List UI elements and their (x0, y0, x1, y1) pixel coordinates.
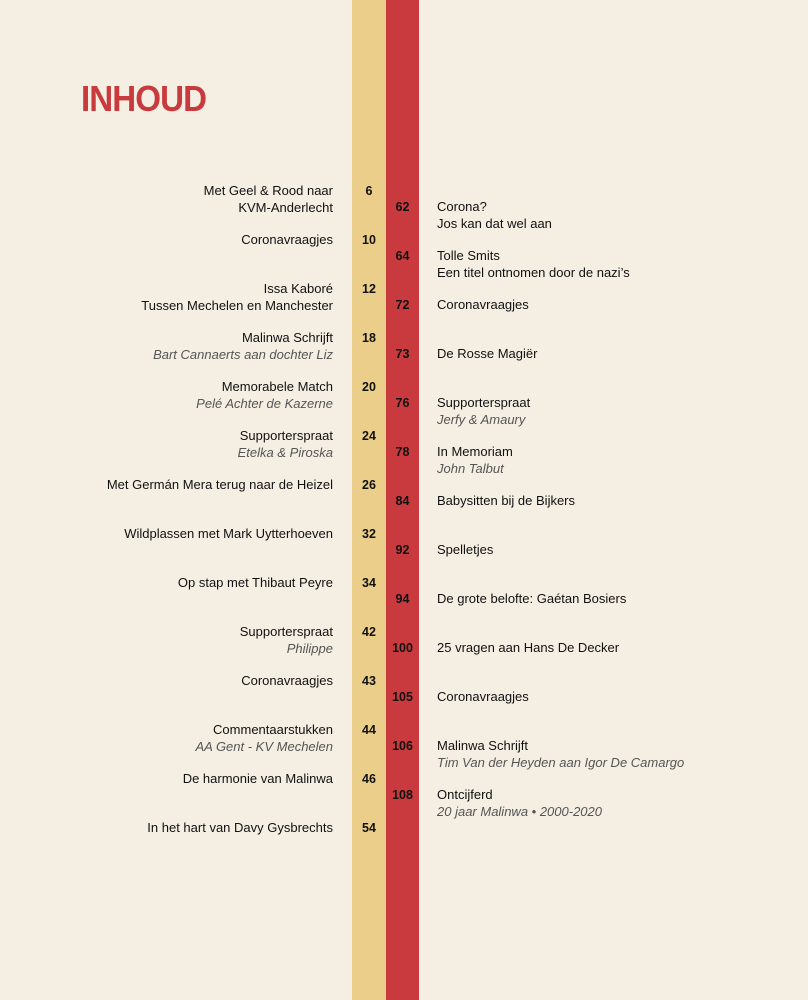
entry-title-line2: Een titel ontnomen door de nazi’s (437, 264, 630, 280)
page-number: 64 (395, 249, 410, 263)
toc-entry[interactable] (437, 444, 513, 477)
page-number: 46 (362, 772, 376, 786)
entry-title: Coronavraagjes (437, 689, 529, 704)
toc-entry[interactable] (238, 428, 333, 461)
entry-title: 25 vragen aan Hans De Decker (437, 640, 620, 655)
entry-title: Coronavraagjes (241, 673, 333, 688)
page-number: 106 (392, 739, 413, 753)
entry-title: Issa Kaboré (263, 281, 333, 296)
toc-entry[interactable] (196, 379, 333, 412)
page-number: 92 (395, 543, 410, 557)
entry-title: Coronavraagjes (241, 232, 333, 247)
entry-title: Commentaarstukken (213, 722, 333, 737)
toc-entry[interactable] (147, 820, 333, 837)
entry-subtitle: John Talbut (437, 460, 504, 476)
entry-title: Op stap met Thibaut Peyre (177, 575, 333, 590)
page-number: 62 (395, 200, 410, 214)
toc-entry[interactable] (195, 722, 333, 755)
entry-title: De grote belofte: Gaétan Bosiers (437, 591, 627, 606)
toc-entry[interactable] (437, 346, 537, 363)
entry-title: Supporterspraat (239, 624, 333, 639)
toc-entry[interactable] (437, 395, 530, 428)
page-number: 34 (362, 576, 376, 590)
toc-entry[interactable] (241, 673, 333, 690)
page-number: 100 (392, 641, 413, 655)
entry-subtitle: Etelka & Piroska (237, 444, 333, 460)
entry-title-line2: KVM-Anderlecht (238, 199, 333, 215)
page-number: 42 (362, 625, 376, 639)
page-number: 32 (362, 527, 376, 541)
entry-subtitle: Tim Van der Heyden aan Igor De Camargo (437, 754, 685, 770)
page-title: INHOUD (81, 78, 207, 119)
page-number: 24 (362, 429, 376, 443)
yellow-stripe (352, 0, 386, 1000)
toc-entry[interactable] (107, 477, 333, 494)
page-number: 108 (392, 788, 413, 802)
toc-entry[interactable] (437, 542, 493, 559)
toc-entry[interactable] (437, 689, 529, 706)
entry-title: Memorabele Match (221, 379, 333, 394)
entry-title: Met Geel & Rood naar (203, 183, 333, 198)
entry-title: Ontcijferd (437, 787, 493, 802)
entry-title: In het hart van Davy Gysbrechts (147, 820, 333, 835)
toc-entry[interactable] (178, 575, 333, 592)
page-number: 54 (362, 821, 376, 835)
entry-subtitle: Pelé Achter de Kazerne (196, 395, 333, 411)
toc-entry[interactable] (153, 330, 333, 363)
toc-entry[interactable] (437, 640, 619, 657)
toc-entry[interactable] (437, 248, 630, 281)
entry-subtitle: Jerfy & Amaury (437, 411, 526, 427)
entry-subtitle: Philippe (286, 640, 333, 656)
entry-title-line2: Jos kan dat wel aan (437, 215, 552, 231)
toc-entry[interactable] (437, 297, 529, 314)
page-number: 105 (392, 690, 413, 704)
entry-title: Tolle Smits (437, 248, 500, 263)
toc-entry[interactable] (241, 232, 333, 249)
entry-title: Babysitten bij de Bijkers (437, 493, 576, 508)
page-number: 44 (362, 723, 376, 737)
toc-entry[interactable] (183, 771, 333, 788)
entry-title: Met Germán Mera terug naar de Heizel (106, 477, 333, 492)
entry-title: Wildplassen met Mark Uytterhoeven (124, 526, 333, 541)
page-number: 78 (395, 445, 410, 459)
entry-title: Coronavraagjes (437, 297, 529, 312)
toc-entry[interactable] (437, 738, 684, 771)
toc-entry[interactable] (437, 493, 575, 510)
entry-title: Spelletjes (437, 542, 494, 557)
page-number: 72 (395, 298, 410, 312)
entry-subtitle: AA Gent - KV Mechelen (195, 738, 333, 754)
toc-entry[interactable] (124, 526, 333, 543)
page-number: 26 (362, 478, 376, 492)
page-number: 76 (395, 396, 410, 410)
page-number: 94 (395, 592, 410, 606)
page-number: 18 (362, 331, 376, 345)
entry-subtitle: Bart Cannaerts aan dochter Liz (153, 346, 333, 362)
page-number: 84 (395, 494, 410, 508)
entry-title: De Rosse Magiër (437, 346, 538, 361)
toc-entry[interactable] (240, 624, 333, 657)
entry-title: Corona? (437, 199, 487, 214)
page-number: 10 (362, 233, 376, 247)
entry-title: De harmonie van Malinwa (182, 771, 333, 786)
toc-entry[interactable] (437, 591, 626, 608)
toc-entry[interactable] (437, 199, 552, 232)
entry-title: Supporterspraat (239, 428, 333, 443)
toc-entry[interactable] (141, 281, 333, 314)
page-number: 20 (362, 380, 376, 394)
page-number: 6 (365, 184, 373, 198)
toc-entry[interactable] (204, 183, 333, 216)
entry-title: Supporterspraat (437, 395, 531, 410)
entry-title: Malinwa Schrijft (437, 738, 529, 753)
entry-title-line2: Tussen Mechelen en Manchester (141, 297, 333, 313)
entry-title: Malinwa Schrijft (241, 330, 333, 345)
page-number: 43 (362, 674, 376, 688)
entry-subtitle: 20 jaar Malinwa • 2000-2020 (437, 803, 602, 819)
entry-title: In Memoriam (437, 444, 513, 459)
toc-entry[interactable] (437, 787, 602, 820)
page-number: 73 (395, 347, 410, 361)
page-number: 12 (362, 282, 376, 296)
